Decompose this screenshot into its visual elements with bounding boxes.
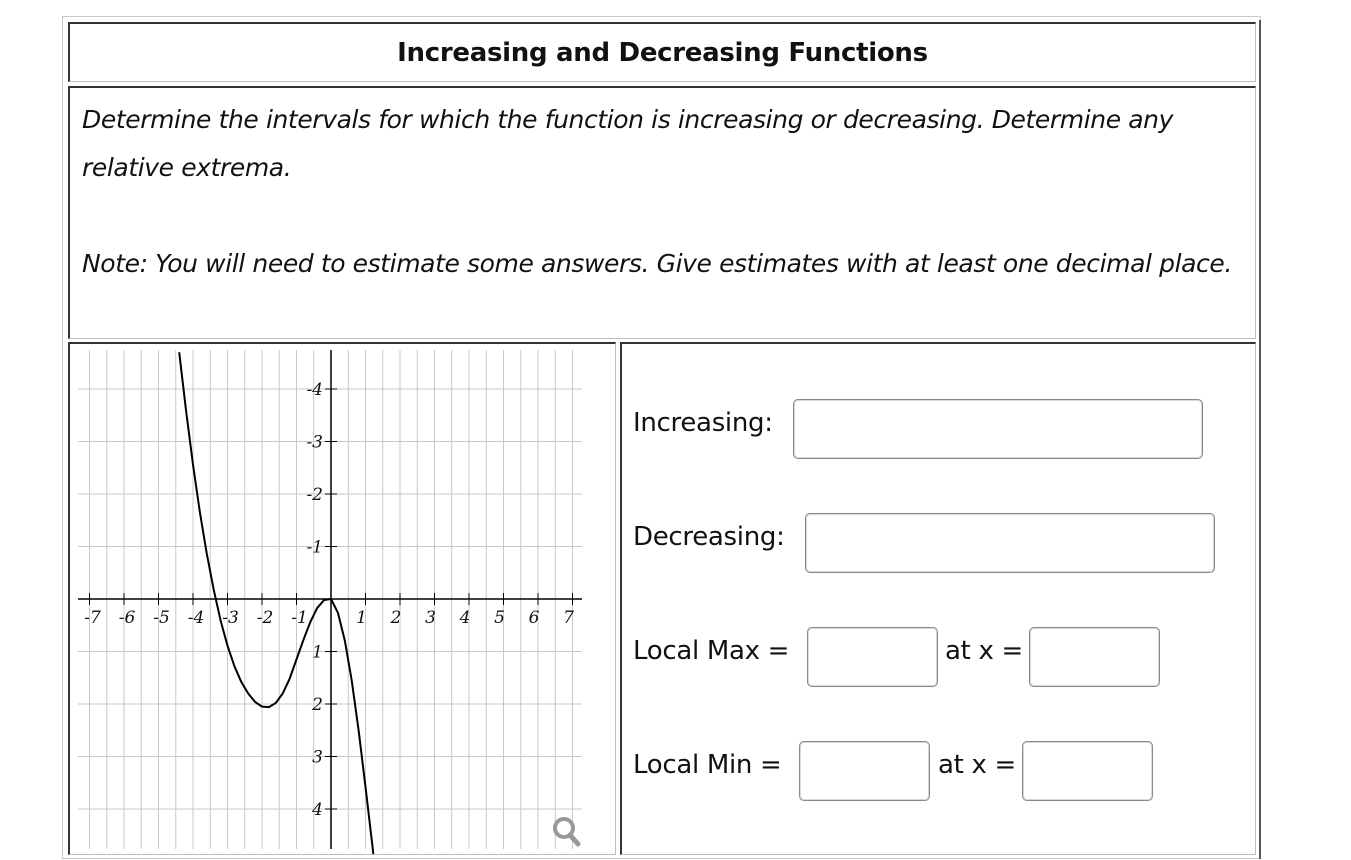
- x-tick-label: 3: [425, 608, 436, 628]
- local-min-at-x-label: at x =: [938, 750, 1017, 780]
- x-tick-label: 6: [528, 608, 540, 628]
- x-tick-label: -5: [153, 608, 170, 628]
- answer-panel: [620, 342, 1256, 855]
- y-tick-label: 4: [312, 800, 323, 820]
- local-max-at-x-label: at x =: [945, 636, 1024, 666]
- local-min-input[interactable]: [799, 741, 930, 801]
- note-text: Note: You will need to estimate some answers. Give estimates with at least one decimal place.: [82, 249, 1232, 278]
- y-tick-label: -4: [306, 380, 323, 400]
- local-max-label: Local Max =: [633, 636, 790, 666]
- magnifier-icon[interactable]: [555, 819, 578, 844]
- page-title: Increasing and Decreasing Functions: [397, 37, 928, 68]
- increasing-input[interactable]: [793, 399, 1203, 459]
- graph-panel: [68, 342, 616, 855]
- instructions-text: Determine the intervals for which the function is increasing or decreasing. Determine any relative extrema.: [82, 105, 1174, 182]
- local-max-x-input[interactable]: [1029, 627, 1160, 687]
- y-tick-label: 1: [312, 642, 323, 663]
- y-tick-label: -1: [306, 537, 323, 558]
- local-min-x-input[interactable]: [1022, 741, 1153, 801]
- x-tick-label: 2: [390, 608, 402, 628]
- y-tick-label: 2: [312, 695, 323, 715]
- x-tick-label: 7: [563, 608, 574, 628]
- local-max-input[interactable]: [807, 627, 938, 687]
- local-min-label: Local Min =: [633, 750, 782, 780]
- y-tick-label: 3: [312, 747, 323, 768]
- x-tick-label: -3: [222, 608, 239, 628]
- x-tick-label: -1: [291, 608, 308, 628]
- x-tick-label: -7: [84, 608, 101, 628]
- decreasing-label: Decreasing:: [633, 522, 785, 552]
- increasing-label: Increasing:: [633, 408, 773, 438]
- y-tick-label: -3: [306, 432, 323, 453]
- instructions-box: [68, 86, 1256, 339]
- title-box: [68, 22, 1256, 82]
- y-tick-label: -2: [306, 485, 323, 505]
- x-tick-label: -2: [256, 608, 274, 628]
- x-tick-label: 5: [494, 608, 505, 628]
- x-tick-label: -4: [187, 608, 205, 628]
- decreasing-input[interactable]: [805, 513, 1215, 573]
- x-tick-label: -6: [118, 608, 136, 628]
- function-graph: [70, 344, 616, 855]
- x-tick-label: 4: [459, 608, 471, 628]
- x-tick-label: 1: [356, 608, 367, 628]
